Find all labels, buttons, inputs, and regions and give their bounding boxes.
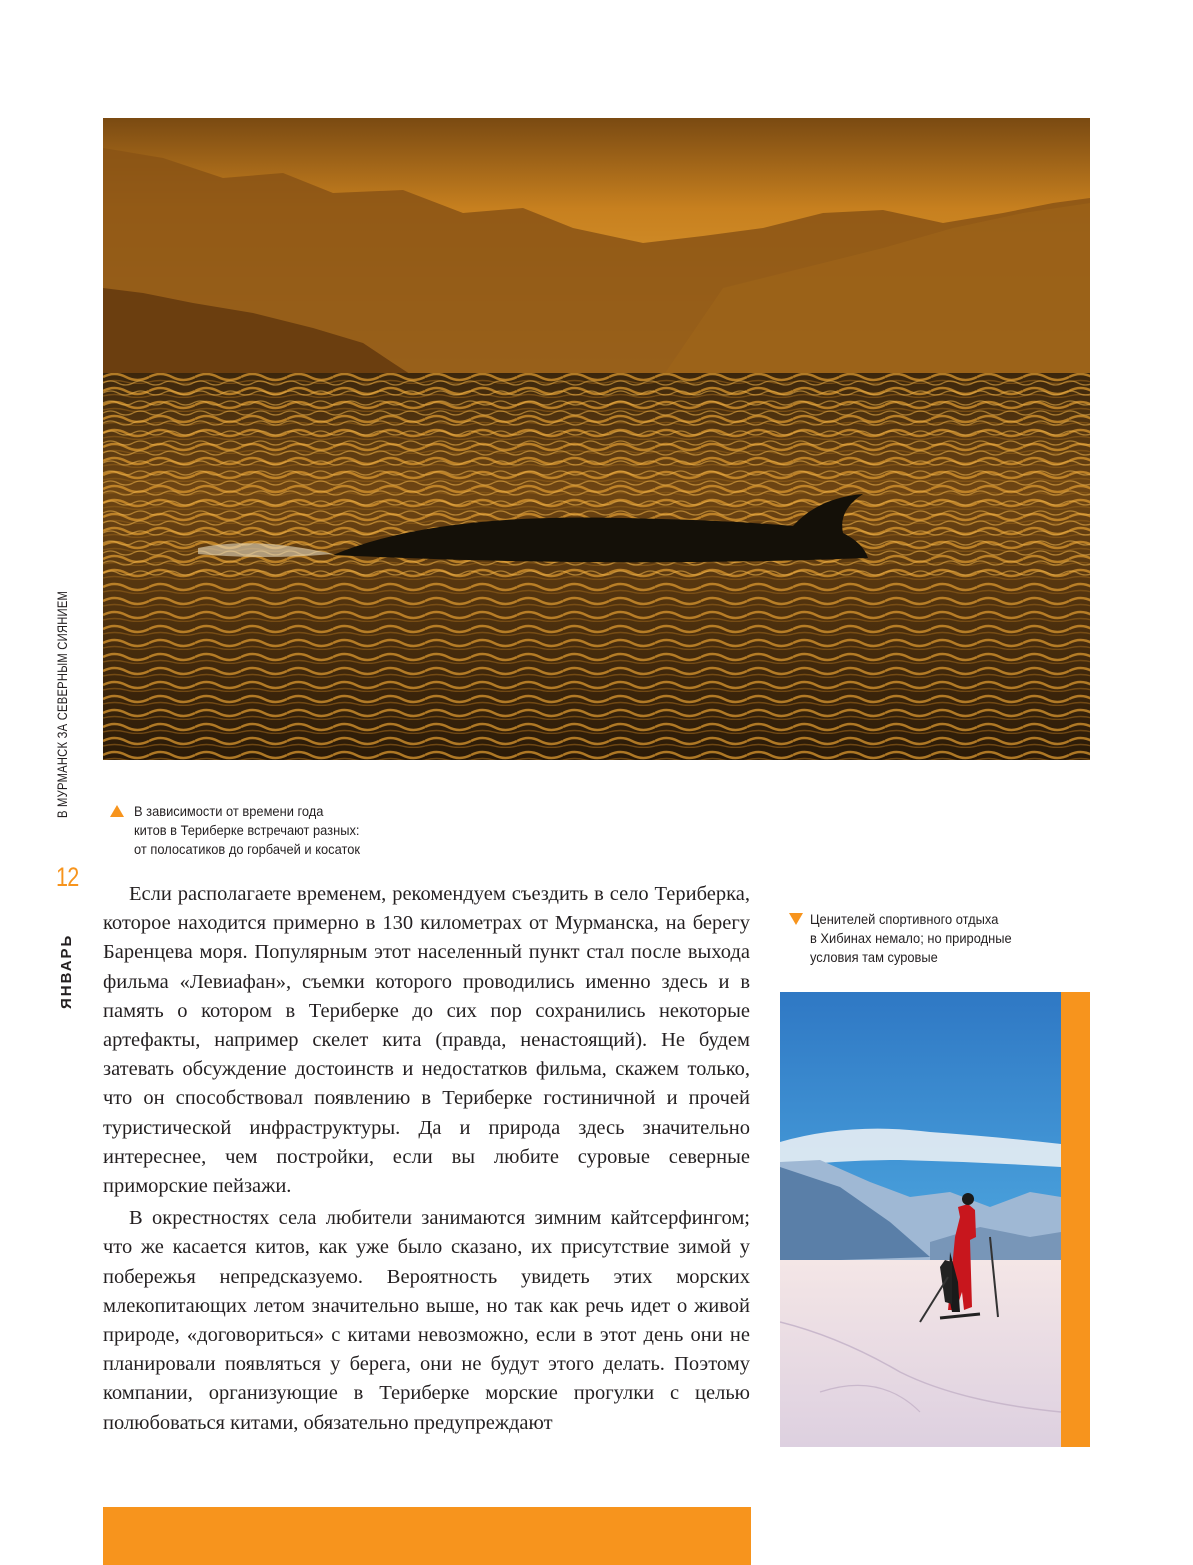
triangle-up-icon <box>110 805 124 817</box>
ski-caption <box>810 910 1029 967</box>
caption-line: от полосатиков до горбачей и косаток <box>134 841 361 857</box>
page-number-text: 12 <box>56 862 79 892</box>
caption-line: в Хибинах немало; но природные <box>810 930 1012 946</box>
whale-photo <box>103 118 1090 760</box>
running-header <box>54 534 70 818</box>
body-text <box>103 880 750 1438</box>
skiers-khibiny-photo-icon <box>780 992 1061 1447</box>
caption-line: китов в Териберке встречают разных: <box>134 822 360 838</box>
paragraph: Если располагаете временем, рекомендуем съездить в село Териберка, которое находится примерно в 130 километрах от Мурманска, на берегу Баренцева моря. Популярным этот населенный пункт стал после выхода фильма «Левиафан», съемки которого проводились именно здесь и в память о котором в Териберке до сих пор сохранились некоторые артефакты, например скелет кита (правда, ненастоящий). Не будем затевать обсуждение достоинств и недостатков фильма, скажем только, что он способствовал появлению в Териберке гостиничной и прочей туристической инфраструктуры. Да и природа здесь значительно интереснее, чем постройки, если вы любите суровые северные приморские пейзажи. <box>103 883 750 1198</box>
page-number <box>56 862 84 893</box>
accent-side-bar <box>1061 992 1090 1447</box>
caption-line: В зависимости от времени года <box>134 803 324 819</box>
section-label: ЯНВАРЬ <box>58 933 75 1009</box>
whale-caption <box>134 802 380 859</box>
paragraph: В окрестностях села любители занимаются зимним кайтсерфингом; что же касается китов, как уже было сказано, их присутствие зимой у побережья непредсказуемо. Вероятность увидеть этих морских млекопитающих летом значительно выше, но так как речь идет о живой природе, «договориться» с китами невозможно, если в этот день они не планировали появляться у берега, они не будут этого делать. Поэтому компании, организующие в Териберке морские прогулки с целью полюбоваться китами, обязательно предупреждают <box>103 1207 750 1434</box>
caption-line: Ценителей спортивного отдыха <box>810 911 999 927</box>
triangle-down-icon <box>789 913 803 925</box>
running-header-text: В МУРМАНСК ЗА СЕВЕРНЫМ СИЯНИЕМ <box>54 590 70 818</box>
ski-photo <box>780 992 1061 1447</box>
caption-line: условия там суровые <box>810 949 938 965</box>
whale-sunset-photo-icon <box>103 118 1090 760</box>
accent-bottom-bar <box>103 1507 751 1565</box>
